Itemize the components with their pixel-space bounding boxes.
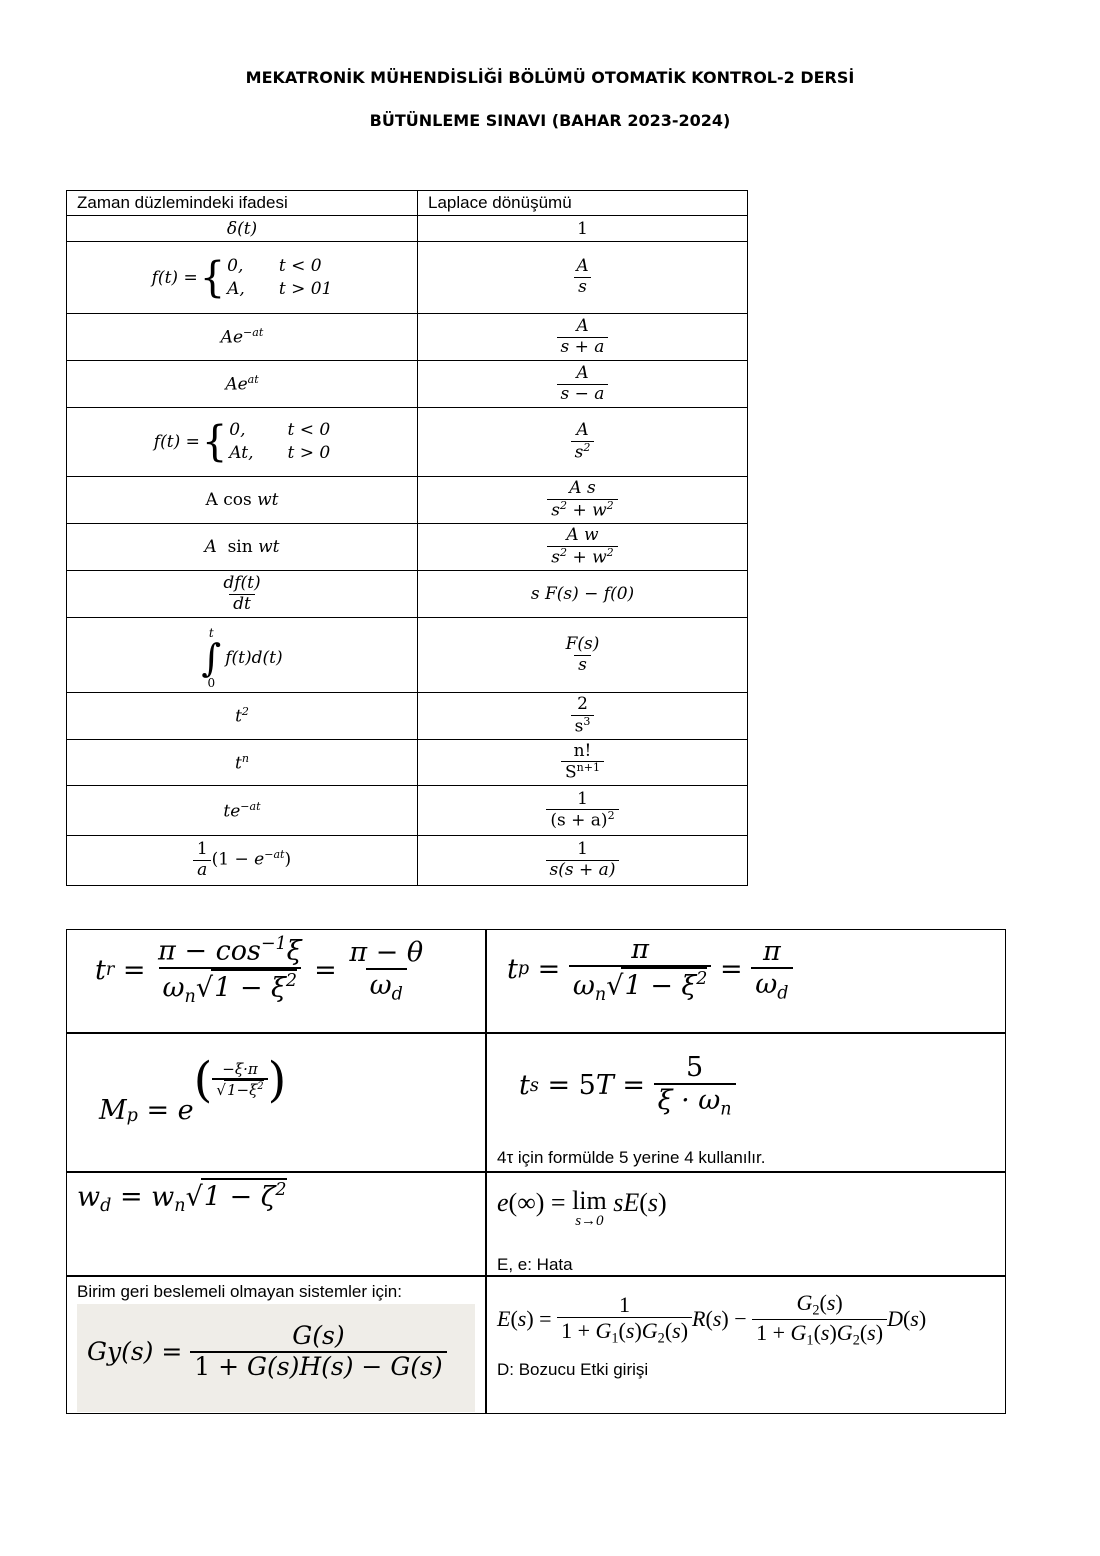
steady-state-error-formula: e (∞) = lim s→0 sE ( s ) <box>497 1186 667 1229</box>
laplace-expr: $\frac{n!}{S^{n+1}}$ <box>418 740 748 786</box>
settling-time-formula: t s = 5 T = $\frac{5}{\xi \cdot \omega_n}$ <box>519 1052 736 1119</box>
table-row <box>67 786 748 836</box>
laplace-expr: $\frac{1}{s(s + a)}$ <box>418 836 748 886</box>
row-delta-time: δ(t) <box>226 218 258 239</box>
error-transfer-formula: E ( s ) = $\frac{1}{1 + G_1(s)G_2(s)}$ R ( s ) − $\frac{G_2(s)}{1 + G_1(s)G_2(s)}$ D ( s ) <box>497 1290 927 1348</box>
header-line-2: BÜTÜNLEME SINAVI (BAHAR 2023-2024) <box>369 111 731 130</box>
laplace-expr <box>418 216 748 242</box>
laplace-expr: $\frac{A}{s}$ <box>418 242 748 314</box>
error-note: E, e: Hata <box>497 1255 573 1274</box>
table-row <box>67 361 748 408</box>
disturbance-note: D: Bozucu Etki girişi <box>497 1360 649 1379</box>
table-row <box>67 836 748 886</box>
gy-formula: Gy(s) = $\frac{G(s)}{1 + G(s)H(s) - G(s)}$ <box>87 1322 447 1382</box>
time-expr: $te^{-at}$ <box>67 786 418 836</box>
laplace-expr: $\frac{\text{A w}}{s^2 + w^2}$ <box>418 524 748 571</box>
laplace-expr: $\frac{\text{A s}}{s^2 + w^2}$ <box>418 477 748 524</box>
time-expr: $Ae^{at}$ <box>67 361 418 408</box>
time-expr: f( t ) = { 0, t < 0 At, t > 0 <box>67 408 418 477</box>
header-line-1: MEKATRONİK MÜHENDİSLİĞİ BÖLÜMÜ OTOMATİK KONTROL-2 DERSİ <box>245 68 855 87</box>
laplace-expr: $\frac{1}{(s + a)^2}$ <box>418 786 748 836</box>
table-header-row <box>67 191 748 216</box>
laplace-expr: $\frac{F(s)}{s}$ <box>418 618 748 693</box>
grid-divider <box>67 1275 1005 1277</box>
rise-time-formula: t r = $\frac{\pi - \cos^{-1}\xi}{\omega_n√1 - \xi^2}$ = $\frac{\pi - \theta}{\omega_d}$ <box>95 934 424 1007</box>
table-row <box>67 524 748 571</box>
settling-time-note: 4τ için formülde 5 yerine 4 kullanılır. <box>497 1148 766 1167</box>
gy-label: Birim geri beslemeli olmayan sistemler için: <box>77 1282 402 1301</box>
table-row <box>67 618 748 693</box>
row-delta-laplace: 1 <box>577 218 588 239</box>
laplace-expr: $\frac{A}{s - a}$ <box>418 361 748 408</box>
laplace-expr: s F(s) − f(0) <box>418 571 748 618</box>
time-expr: $\frac{df(t)}{dt}$ <box>67 571 418 618</box>
table-row <box>67 242 748 314</box>
table-row <box>67 314 748 361</box>
table-row <box>67 216 748 242</box>
table-row <box>67 408 748 477</box>
time-expr: f( t ) = { 0, t < 0 A, t > 01 <box>67 242 418 314</box>
gy-formula-box <box>77 1304 475 1412</box>
table-row <box>67 571 748 618</box>
laplace-expr: $\frac{2}{s^3}$ <box>418 693 748 740</box>
time-expr <box>67 216 418 242</box>
table-row <box>67 477 748 524</box>
laplace-expr: $\frac{A}{s + a}$ <box>418 314 748 361</box>
time-expr: A sin wt <box>67 524 418 571</box>
grid-divider <box>67 1171 1005 1173</box>
time-expr: A cos wt <box>67 477 418 524</box>
overshoot-formula: M p = e ( $\frac{-\xi\cdot\pi}{√1-\xi^2}$ ) <box>99 1052 287 1126</box>
grid-divider <box>67 1032 1005 1034</box>
col-header-time: Zaman düzlemindeki ifadesi <box>67 191 418 216</box>
time-expr: $t^n$ <box>67 740 418 786</box>
formula-grid <box>66 929 1006 1414</box>
time-expr: $t^2$ <box>67 693 418 740</box>
laplace-expr: $\frac{A}{s^2}$ <box>418 408 748 477</box>
table-row <box>67 693 748 740</box>
damped-frequency-formula: $w_d = w_n√1 - \zeta^2$ <box>77 1180 287 1216</box>
time-expr: $Ae^{-at}$ <box>67 314 418 361</box>
time-expr: $\frac{1}{a}$ $(1 - e^{-at})$ <box>67 836 418 886</box>
peak-time-formula: t p = $\frac{\pi}{\omega_n√1 - \xi^2}$ = $\frac{\pi}{\omega_d}$ <box>507 934 793 1005</box>
time-expr: t ∫ 0 f(t)d(t) <box>67 618 418 693</box>
col-header-laplace: Laplace dönüşümü <box>418 191 748 216</box>
laplace-table <box>66 190 748 886</box>
table-row <box>67 740 748 786</box>
